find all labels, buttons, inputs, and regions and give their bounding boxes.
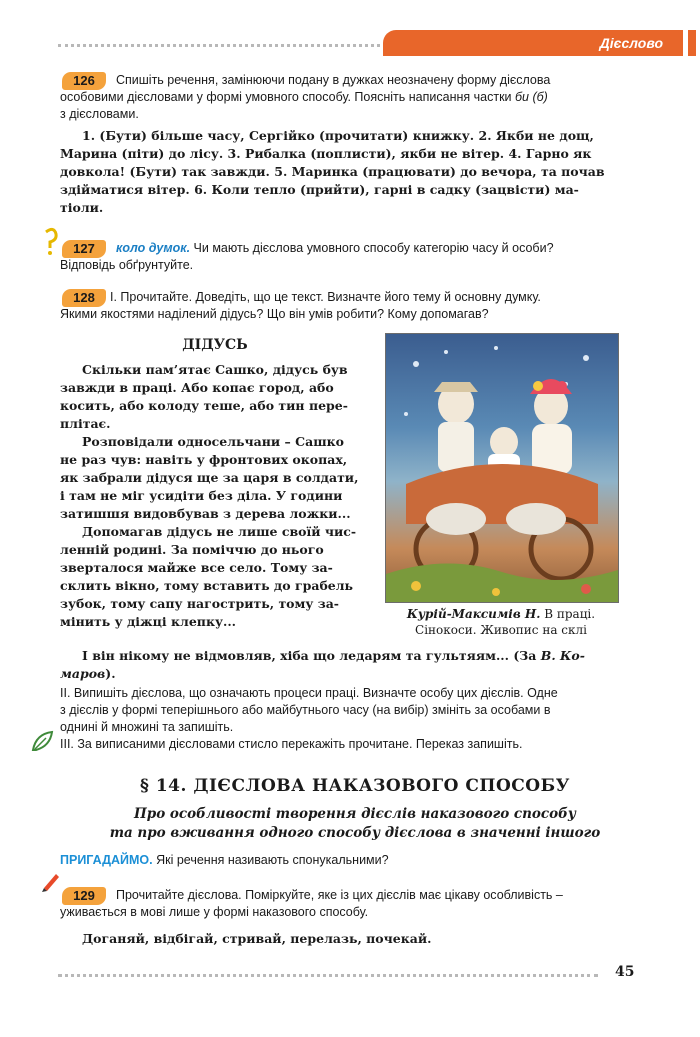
header-dotted-rule [58, 44, 380, 47]
prygadaymo-label: ПРИГАДАЙМО. [60, 853, 153, 867]
story-ending [60, 647, 650, 683]
exercise-126-text [60, 127, 650, 217]
task-line: І. Прочитайте. Доведіть, що це текст. Визначте його тему й основну думку. [110, 290, 541, 304]
exercise-127-task [60, 240, 650, 274]
task-line: ІІІ. За виписаними дієсловами стисло перекажіть прочитане. Переказ запишіть. [60, 737, 523, 751]
story-text [60, 361, 372, 631]
task-italic: би (б) [515, 90, 548, 104]
caption-author: Курій-Максимів Н. [406, 607, 541, 621]
task-line [60, 89, 650, 106]
prygadaymo-prompt [60, 852, 650, 869]
caption-line [385, 606, 617, 622]
story-line [60, 647, 650, 665]
task-line: з дієсловами. [60, 107, 139, 121]
story-line: плітає. [60, 416, 111, 431]
task-line: Відповідь обґрунтуйте. [60, 258, 194, 272]
section-title: § 14. ДІЄСЛОВА НАКАЗОВОГО СПОСОБУ [140, 776, 570, 796]
painting-caption [385, 606, 617, 638]
task-line: ІІ. Випишіть дієслова, що означають процеси праці. Визначте особу цих дієслів. Одне [60, 686, 558, 700]
header-edge-mark [688, 30, 696, 56]
task-line [60, 240, 650, 257]
text-line: довкола! (Бути) так завжди. 5. Маринка (працювати) до вечора, та почав [60, 164, 605, 179]
exercise-127-badge: 127 [62, 240, 106, 258]
text-line: 1. (Бути) більше часу, Сергійко (прочитати) книжку. 2. Якби не дощ, [82, 128, 594, 143]
painting-image [385, 333, 619, 603]
story-line: зубок, тому сапу нагострить, тому за- [60, 596, 339, 611]
story-line: косить, або колоду теше, або тин пере- [60, 398, 348, 413]
story-line: мінить у діжці клепку... [60, 614, 237, 629]
task-line: однині й множині та запишіть. [60, 720, 234, 734]
story-line [60, 665, 650, 683]
section-header: Дієслово [383, 30, 683, 56]
exercise-129-task [60, 887, 650, 921]
exercise-129-badge: 129 [62, 887, 106, 905]
story-line: ленній родині. За поміччю до нього [60, 542, 324, 557]
story-line: не раз чув: навіть у фронтових окопах, [60, 452, 348, 467]
page-number: 45 [615, 964, 635, 980]
story-line: і там не міг усидіти без діла. У години [60, 488, 343, 503]
pencil-icon [40, 870, 62, 892]
subtitle-line: та про вживання одного способу дієслова в значенні іншого [109, 825, 601, 841]
thought-icon [42, 226, 60, 256]
caption-text: В праці. [540, 607, 596, 621]
leaf-icon [30, 728, 56, 754]
exercise-126-task [60, 72, 650, 123]
story-line: завжди в праці. Або копає город, або [60, 380, 334, 395]
text-line: здійматися вітер. 6. Коли тепло (прийти), гарні в садку (зацвісти) ма- [60, 182, 579, 197]
task-text: особовими дієсловами у формі умовного способу. Поясніть написання частки [60, 90, 515, 104]
task-text: Чи мають дієслова умовного способу категорію часу й особи? [190, 241, 554, 255]
task-line: з дієслів у формі теперішнього або майбутнього часу (на вибір) змініть за особами в [60, 703, 551, 717]
task-line: уживається в мові лише у формі наказового способу. [60, 905, 369, 919]
exercise-128-task-2 [60, 685, 650, 753]
exercise-128-badge: 128 [62, 289, 106, 307]
story-line: зверталося майже все село. Тому за- [60, 560, 333, 575]
footer-dotted-rule [58, 974, 598, 977]
story-line: Скільки пам’ятає Сашко, дідусь був [82, 362, 348, 377]
task-line: Прочитайте дієслова. Поміркуйте, яке із цих дієслів має цікаву особливість – [116, 888, 563, 902]
story-line: склить вікно, тому вставить до грабель [60, 578, 354, 593]
text-line: тіоли. [60, 200, 104, 215]
story-text: І він нікому не відмовляв, хіба що ледарям та гультяям... (За [82, 648, 541, 663]
task-line: Спишіть речення, замінюючи подану в дужках неозначену форму дієслова [116, 73, 551, 87]
exercise-126-badge: 126 [62, 72, 106, 90]
task-line: Якими якостями наділений дідусь? Що він умів робити? Кому допомагав? [60, 307, 489, 321]
prygadaymo-question: Які речення називають спонукальними? [152, 853, 389, 867]
story-line: Розповідали односельчани – Сашко [82, 434, 344, 449]
exercise-128-task [60, 289, 650, 323]
story-text: ). [105, 666, 116, 681]
story-line: затишшя видовбував з дерева ложки... [60, 506, 351, 521]
source-author: маров [60, 666, 106, 681]
section-subtitle [60, 805, 650, 843]
caption-line: Сінокоси. Живопис на склі [415, 623, 587, 637]
source-author: В. Ко- [540, 648, 585, 663]
story-line: Допомагав дідусь не лише своїй чис- [82, 524, 357, 539]
story-line: як забрали дідуся ще за царя в солдати, [60, 470, 359, 485]
exercise-129-words: Доганяй, відбігай, стривай, перелазь, почекай. [82, 931, 432, 946]
subtitle-line: Про особливості творення дієслів наказового способу [134, 806, 576, 822]
text-title: ДІДУСЬ [182, 337, 248, 353]
text-line: Марина (піти) до лісу. 3. Рибалка (поплисти), якби не вітер. 4. Гарно як [60, 146, 592, 161]
kolo-dumok-label: коло думок. [116, 241, 191, 255]
